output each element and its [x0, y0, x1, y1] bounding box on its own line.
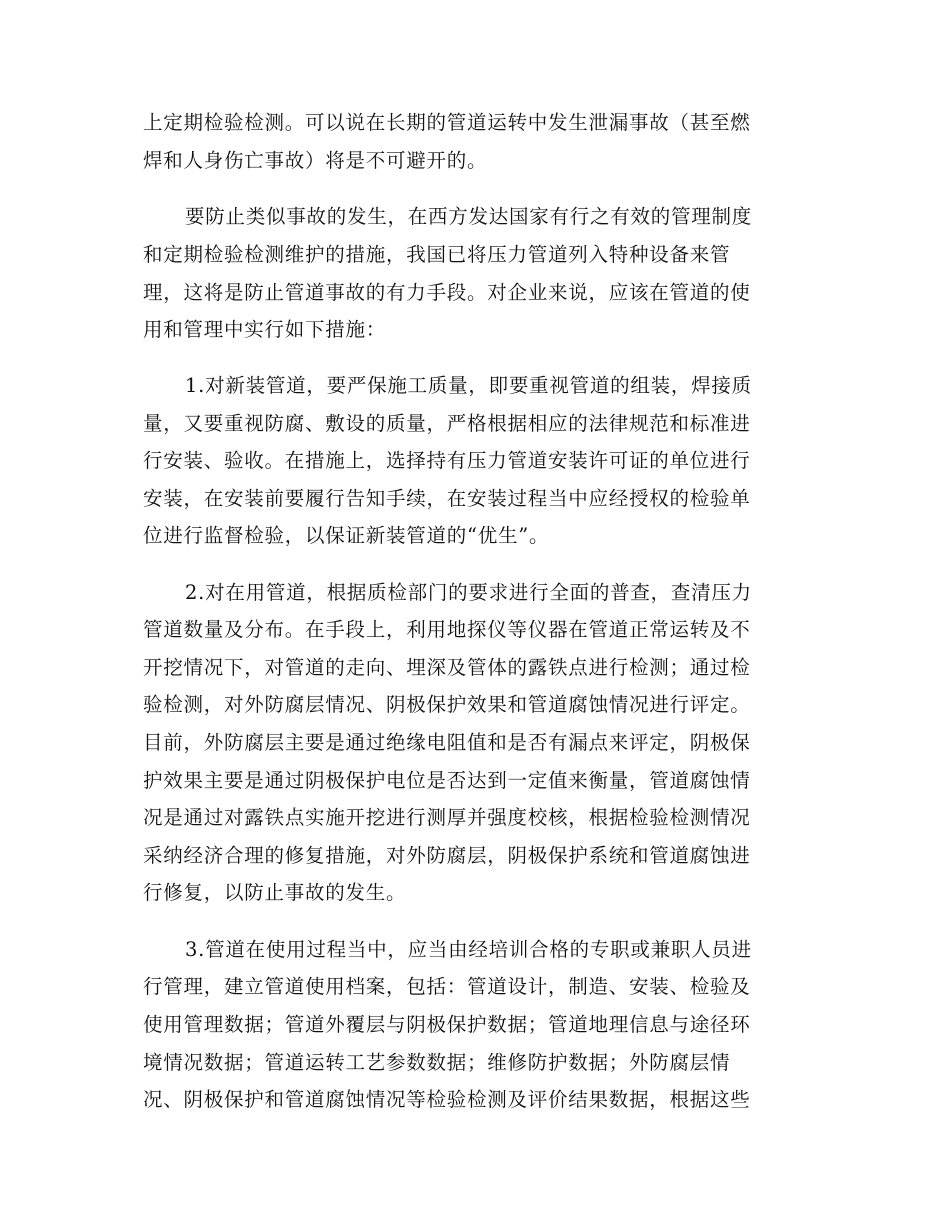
- text-line: 用和管理中实行如下措施：: [143, 318, 387, 341]
- text-line: 使用管理数据；管道外覆层与阴极保护数据；管道地理信息与途径环: [143, 1013, 751, 1036]
- text-line: 目前，外防腐层主要是通过绝缘电阻值和是否有漏点来评定，阴极保: [143, 731, 751, 754]
- text-line: 和定期检验检测维护的措施，我国已将压力管道列入特种设备来管: [143, 243, 731, 266]
- text-line: 2.对在用管道，根据质检部门的要求进行全面的普查，查清压力: [185, 581, 752, 604]
- text-line: 管道数量及分布。在手段上，利用地探仪等仪器在管道正常运转及不: [143, 618, 751, 641]
- text-line: 行安装、验收。在措施上，选择持有压力管道安装许可证的单位进行: [143, 449, 751, 472]
- text-line: 境情况数据；管道运转工艺参数数据；维修防护数据；外防腐层情: [143, 1051, 731, 1074]
- text-line: 量，又要重视防腐、敷设的质量，严格根据相应的法律规范和标准进: [143, 412, 751, 435]
- text-line: 行管理，建立管道使用档案，包括：管道设计，制造、安装、检验及: [143, 975, 751, 998]
- text-line: 行修复，以防止事故的发生。: [143, 881, 407, 904]
- text-line: 况是通过对露铁点实施开挖进行测厚并强度校核，根据检验检测情况: [143, 806, 751, 829]
- text-line: 焊和人身伤亡事故）将是不可避开的。: [143, 149, 488, 172]
- text-line: 安装，在安装前要履行告知手续，在安装过程当中应经授权的检验单: [143, 487, 751, 510]
- text-line: 1.对新装管道，要严保施工质量，即要重视管道的组装，焊接质: [185, 374, 752, 397]
- text-line: 上定期检验检测。可以说在长期的管道运转中发生泄漏事故（甚至燃: [143, 111, 751, 134]
- text-line: 验检测，对外防腐层情况、阴极保护效果和管道腐蚀情况进行评定。: [143, 693, 751, 716]
- text-line: 要防止类似事故的发生，在西方发达国家有行之有效的管理制度: [185, 205, 753, 228]
- text-line: 理，这将是防止管道事故的有力手段。对企业来说，应该在管道的使: [143, 281, 751, 304]
- text-line: 3.管道在使用过程当中，应当由经培训合格的专职或兼职人员进: [185, 938, 752, 961]
- text-line: 况、阴极保护和管道腐蚀情况等检验检测及评价结果数据，根据这些: [143, 1088, 751, 1111]
- text-line: 位进行监督检验，以保证新装管道的“优生”。: [143, 524, 550, 547]
- text-line: 护效果主要是通过阴极保护电位是否达到一定值来衡量，管道腐蚀情: [143, 769, 751, 792]
- text-line: 开挖情况下，对管道的走向、埋深及管体的露铁点进行检测；通过检: [143, 656, 751, 679]
- text-line: 采纳经济合理的修复措施，对外防腐层，阴极保护系统和管道腐蚀进: [143, 844, 751, 867]
